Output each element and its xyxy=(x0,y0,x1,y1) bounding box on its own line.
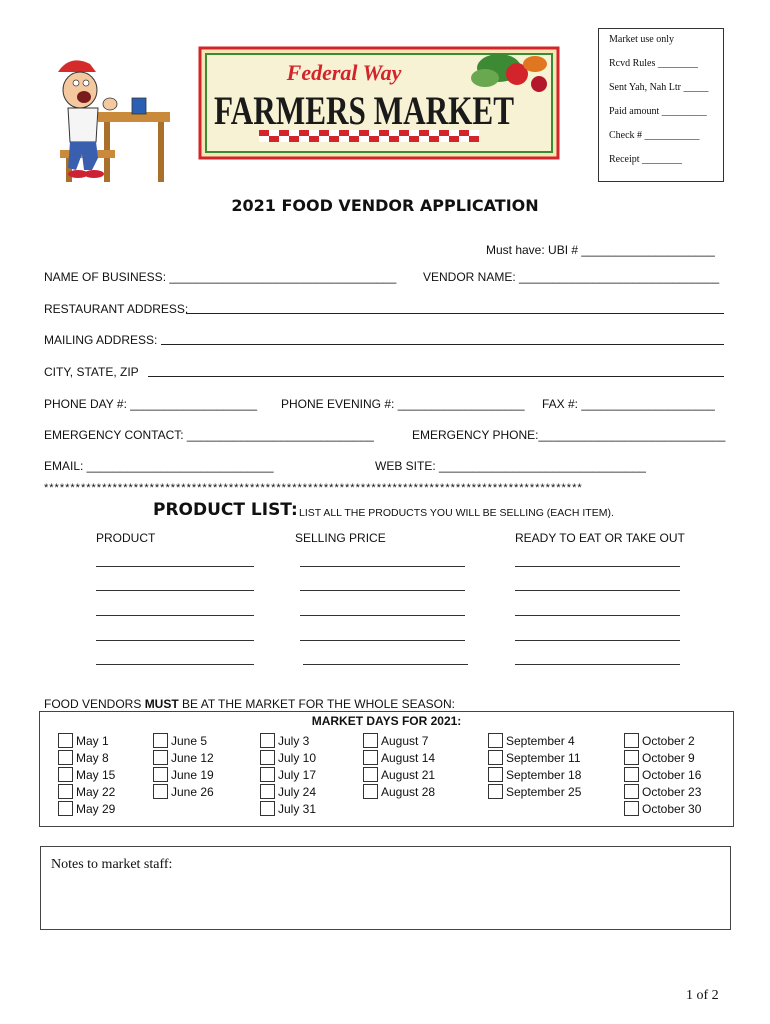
day-label: May 29 xyxy=(76,801,116,816)
page-title: 2021 FOOD VENDOR APPLICATION xyxy=(231,196,539,215)
checkbox[interactable] xyxy=(153,750,168,765)
day-label: June 19 xyxy=(171,767,214,782)
emergency-contact-field[interactable]: EMERGENCY CONTACT: ____________________________ xyxy=(44,428,374,442)
business-name-field[interactable]: NAME OF BUSINESS: __________________________________ xyxy=(44,270,397,284)
column-product: PRODUCT xyxy=(96,531,156,545)
office-use-box xyxy=(598,28,724,182)
july-column xyxy=(260,732,316,817)
day-july-3[interactable] xyxy=(260,732,316,749)
separator-stars: ****************************************************************************************************** xyxy=(44,482,583,494)
day-october-9[interactable] xyxy=(624,749,701,766)
office-receipt: Receipt ________ xyxy=(609,154,683,165)
day-september-25[interactable] xyxy=(488,783,581,800)
season-note-must: MUST xyxy=(144,697,179,711)
checkbox[interactable] xyxy=(488,733,503,748)
column-ready-to-eat: READY TO EAT OR TAKE OUT xyxy=(515,531,685,545)
mascot-illustration xyxy=(40,50,172,182)
checkbox[interactable] xyxy=(624,801,639,816)
day-september-11[interactable] xyxy=(488,749,581,766)
ubi-field[interactable]: Must have: UBI # ____________________ xyxy=(486,243,715,257)
day-august-7[interactable] xyxy=(363,732,435,749)
price-line[interactable] xyxy=(303,664,468,665)
checkbox[interactable] xyxy=(58,784,73,799)
product-list-subtitle: LIST ALL THE PRODUCTS YOU WILL BE SELLING (EACH ITEM). xyxy=(299,507,614,519)
day-label: October 9 xyxy=(642,750,695,765)
day-may-22[interactable] xyxy=(58,783,115,800)
checkbox[interactable] xyxy=(488,767,503,782)
day-july-17[interactable] xyxy=(260,766,316,783)
day-october-23[interactable] xyxy=(624,783,701,800)
day-label: May 22 xyxy=(76,784,116,799)
market-days-box xyxy=(39,711,734,827)
office-check-number: Check # ___________ xyxy=(609,130,700,141)
website-field[interactable]: WEB SITE: _______________________________ xyxy=(375,459,646,473)
ready-line[interactable] xyxy=(515,566,680,567)
mailing-address-label: MAILING ADDRESS: xyxy=(44,333,158,347)
day-label: October 30 xyxy=(642,801,702,816)
day-august-14[interactable] xyxy=(363,749,435,766)
day-october-16[interactable] xyxy=(624,766,701,783)
day-label: September 4 xyxy=(506,733,575,748)
day-label: August 7 xyxy=(381,733,429,748)
product-line[interactable] xyxy=(96,590,254,591)
day-june-26[interactable] xyxy=(153,783,214,800)
checkbox[interactable] xyxy=(260,733,275,748)
day-may-15[interactable] xyxy=(58,766,115,783)
day-label: June 12 xyxy=(171,750,214,765)
ready-line[interactable] xyxy=(515,590,680,591)
price-line[interactable] xyxy=(300,566,465,567)
day-july-10[interactable] xyxy=(260,749,316,766)
day-june-19[interactable] xyxy=(153,766,214,783)
checkbox[interactable] xyxy=(58,733,73,748)
checkbox[interactable] xyxy=(624,733,639,748)
day-label: May 1 xyxy=(76,733,109,748)
phone-evening-field[interactable]: PHONE EVENING #: ___________________ xyxy=(281,397,525,411)
city-state-zip-label: CITY, STATE, ZIP xyxy=(44,365,139,379)
office-sent-letter: Sent Yah, Nah Ltr _____ xyxy=(609,82,709,93)
day-august-21[interactable] xyxy=(363,766,435,783)
checkbox[interactable] xyxy=(260,784,275,799)
june-column xyxy=(153,732,214,800)
checkbox[interactable] xyxy=(153,784,168,799)
notes-box[interactable] xyxy=(40,846,731,930)
checkbox[interactable] xyxy=(624,784,639,799)
day-june-12[interactable] xyxy=(153,749,214,766)
checkbox[interactable] xyxy=(488,784,503,799)
checkbox[interactable] xyxy=(624,750,639,765)
day-may-8[interactable] xyxy=(58,749,115,766)
day-label: July 10 xyxy=(278,750,317,765)
office-paid-amount: Paid amount _________ xyxy=(609,106,707,117)
day-july-31[interactable] xyxy=(260,800,316,817)
vendor-name-field[interactable]: VENDOR NAME: ______________________________ xyxy=(423,270,720,284)
checkbox[interactable] xyxy=(58,750,73,765)
day-label: August 28 xyxy=(381,784,436,799)
market-logo xyxy=(199,44,559,160)
restaurant-address-label: RESTAURANT ADDRESS: xyxy=(44,302,189,316)
column-selling-price: SELLING PRICE xyxy=(295,531,386,545)
price-line[interactable] xyxy=(300,615,465,616)
ready-line[interactable] xyxy=(515,664,680,665)
day-label: July 24 xyxy=(278,784,317,799)
checkbox[interactable] xyxy=(363,767,378,782)
checkbox[interactable] xyxy=(153,767,168,782)
day-label: May 15 xyxy=(76,767,116,782)
day-label: October 2 xyxy=(642,733,695,748)
october-column xyxy=(624,732,701,817)
office-rcvd-rules: Rcvd Rules ________ xyxy=(609,58,698,69)
season-note-suffix: BE AT THE MARKET FOR THE WHOLE SEASON: xyxy=(178,697,455,711)
day-october-2[interactable] xyxy=(624,732,701,749)
day-label: June 26 xyxy=(171,784,214,799)
day-label: May 8 xyxy=(76,750,109,765)
day-label: September 25 xyxy=(506,784,582,799)
office-use-title: Market use only xyxy=(609,34,674,45)
day-september-4[interactable] xyxy=(488,732,581,749)
notes-label: Notes to market staff: xyxy=(51,857,173,872)
restaurant-address-field[interactable] xyxy=(186,301,724,314)
day-june-5[interactable] xyxy=(153,732,214,749)
checkbox[interactable] xyxy=(363,733,378,748)
checkbox[interactable] xyxy=(363,784,378,799)
checkbox[interactable] xyxy=(58,801,73,816)
checkbox[interactable] xyxy=(58,767,73,782)
checkbox[interactable] xyxy=(488,750,503,765)
day-september-18[interactable] xyxy=(488,766,581,783)
day-label: July 31 xyxy=(278,801,317,816)
day-label: October 16 xyxy=(642,767,702,782)
phone-day-field[interactable]: PHONE DAY #: ___________________ xyxy=(44,397,258,411)
checkbox[interactable] xyxy=(363,750,378,765)
day-label: September 18 xyxy=(506,767,582,782)
price-line[interactable] xyxy=(300,590,465,591)
product-list-title: PRODUCT LIST: xyxy=(153,500,298,520)
fax-field[interactable]: FAX #: ____________________ xyxy=(542,397,715,411)
day-label: August 21 xyxy=(381,767,436,782)
page-number: 1 of 2 xyxy=(686,988,719,1003)
day-label: October 23 xyxy=(642,784,702,799)
market-days-title: MARKET DAYS FOR 2021: xyxy=(311,714,462,728)
product-line[interactable] xyxy=(96,615,254,616)
email-field[interactable]: EMAIL: ____________________________ xyxy=(44,459,274,473)
day-label: June 5 xyxy=(171,733,208,748)
product-line[interactable] xyxy=(96,640,254,641)
price-line[interactable] xyxy=(300,640,465,641)
day-august-28[interactable] xyxy=(363,783,435,800)
logo-line1: Federal Way xyxy=(286,60,402,85)
day-label: July 17 xyxy=(278,767,317,782)
september-column xyxy=(488,732,581,800)
day-label: July 3 xyxy=(278,733,310,748)
checkbox[interactable] xyxy=(153,733,168,748)
mailing-address-field[interactable] xyxy=(161,332,724,345)
day-may-1[interactable] xyxy=(58,732,115,749)
checkbox[interactable] xyxy=(260,750,275,765)
may-column xyxy=(58,732,115,817)
day-label: August 14 xyxy=(381,750,436,765)
season-note xyxy=(44,697,455,711)
checkbox[interactable] xyxy=(260,767,275,782)
day-july-24[interactable] xyxy=(260,783,316,800)
day-label: September 11 xyxy=(506,750,581,765)
day-may-29[interactable] xyxy=(58,800,115,817)
checkbox[interactable] xyxy=(624,767,639,782)
ready-line[interactable] xyxy=(515,640,680,641)
product-line[interactable] xyxy=(96,566,254,567)
emergency-phone-field[interactable]: EMERGENCY PHONE:____________________________ xyxy=(412,428,726,442)
day-october-30[interactable] xyxy=(624,800,701,817)
product-line[interactable] xyxy=(96,664,254,665)
august-column xyxy=(363,732,435,800)
season-note-prefix: FOOD VENDORS xyxy=(44,697,145,711)
logo-line2: FARMERS MARKET xyxy=(214,88,515,133)
city-state-zip-field[interactable] xyxy=(148,364,724,377)
ready-line[interactable] xyxy=(515,615,680,616)
checkbox[interactable] xyxy=(260,801,275,816)
